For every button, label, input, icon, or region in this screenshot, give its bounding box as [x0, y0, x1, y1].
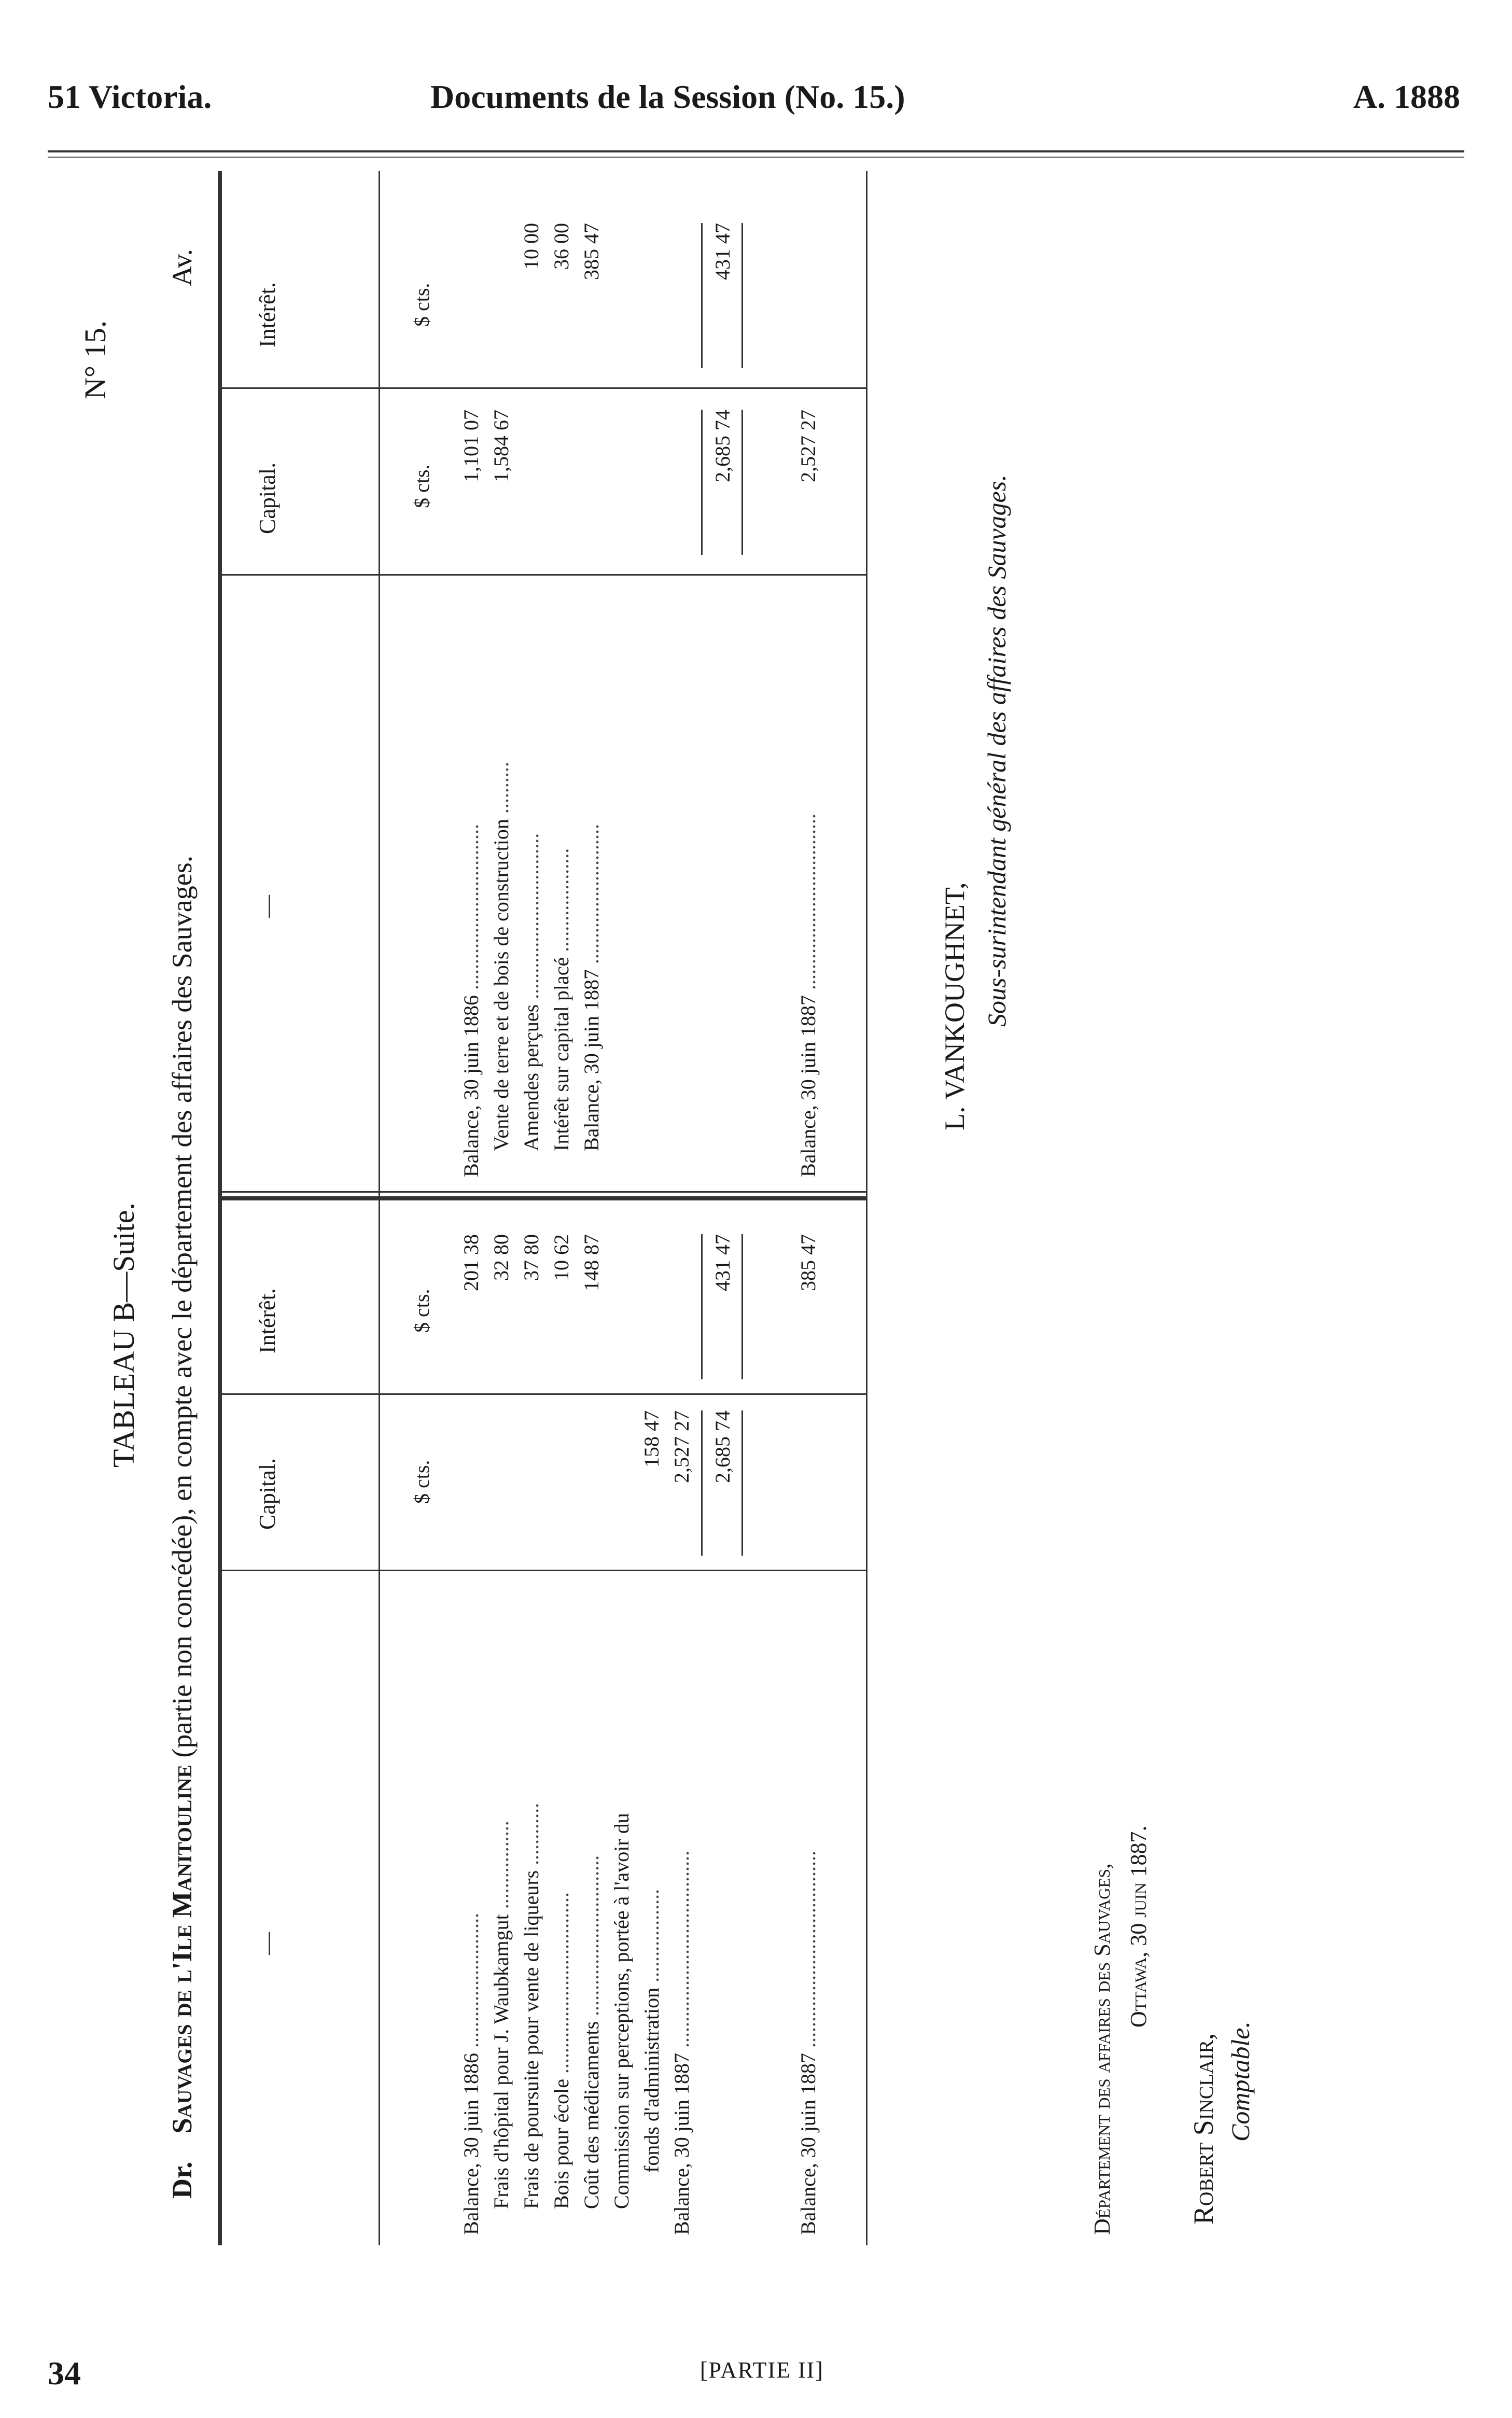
- credit-interest-units: $ cts.: [410, 283, 433, 327]
- credit-interest-total: 431 47: [711, 223, 734, 280]
- debit-interest-total-rule-bottom: [741, 1234, 743, 1379]
- debit-interest-units: $ cts.: [410, 1289, 433, 1333]
- header-rule: [48, 150, 1464, 152]
- credit-balance-capital: 2,527 27: [796, 410, 820, 482]
- debit-interest-value: 10 62: [550, 1234, 573, 1281]
- account-name: Sauvages de l'Ile Manitouline: [166, 1764, 198, 2134]
- debit-balance-interest: 385 47: [796, 1234, 820, 1291]
- account-caption: [166, 228, 198, 2199]
- debit-capital-total-rule-bottom: [741, 1410, 743, 1556]
- debit-interest-total-rule: [701, 1234, 703, 1379]
- debit-row-label: Frais de poursuite pour vente de liqueurs ............: [520, 1802, 543, 2209]
- debit-interest-col-line: [218, 1393, 866, 1395]
- running-head-title: Documents de la Session (No. 15.): [430, 78, 905, 115]
- credit-balance-label: Balance, 30 juin 1887 ..................................: [796, 813, 820, 1177]
- credit-capital-units: $ cts.: [410, 464, 433, 508]
- table-top-rule: [218, 171, 222, 2245]
- debit-row-label: Balance, 30 juin 1887 ......................................: [670, 1850, 693, 2235]
- debit-marker: Dr.: [166, 2161, 198, 2199]
- debit-capital-total-rule: [701, 1410, 703, 1556]
- debit-interest-value: 37 80: [520, 1234, 543, 1281]
- credit-capital-value: 1,101 07: [459, 410, 483, 482]
- table-bottom-rule: [866, 171, 867, 2245]
- credit-interest-total-rule-bottom: [741, 223, 743, 368]
- credit-interest-col-line: [218, 387, 866, 389]
- credit-capital-header: Capital.: [255, 462, 280, 534]
- debit-interest-total: 431 47: [711, 1234, 734, 1291]
- debit-interest-value: 32 80: [489, 1234, 513, 1281]
- debit-capital-value: 158 47: [640, 1410, 663, 1467]
- debit-row-label: Bois pour école ...................................: [550, 1892, 573, 2209]
- header-rule-thin: [48, 157, 1464, 158]
- debit-row-label: Frais d'hôpital pour J. Waubkamgut .................: [489, 1821, 513, 2209]
- debit-interest-value: 148 87: [580, 1234, 603, 1291]
- credit-interest-value: 10 00: [520, 223, 543, 270]
- credit-marker: Av.: [166, 249, 198, 286]
- credit-interest-total-rule: [701, 223, 703, 368]
- debit-capital-total: 2,685 74: [711, 1410, 734, 1483]
- credit-row-label: Intérêt sur capital placé ....................: [550, 848, 573, 1151]
- debit-interest-value: 201 38: [459, 1234, 483, 1291]
- credit-labels: [456, 581, 607, 1177]
- debit-dash-header: —: [255, 1932, 280, 1955]
- running-head-left: 51 Victoria.: [48, 78, 212, 115]
- signer-name: L. VANKOUGHNET,: [939, 882, 970, 1130]
- signer-title: Sous-surintendant général des affaires des Sauvages.: [982, 474, 1011, 1027]
- credit-row-label: Vente de terre et de bois de construction ..........: [489, 762, 513, 1151]
- part-label: [PARTIE II]: [700, 2357, 824, 2383]
- header-rule-bottom: [379, 171, 380, 2245]
- credit-interest-header: Intérêt.: [255, 282, 280, 347]
- table-title: [106, 1203, 141, 1467]
- debit-capital-units: $ cts.: [410, 1460, 433, 1504]
- debit-labels: [456, 1576, 697, 2235]
- center-divider: [218, 1196, 866, 1200]
- credit-row-label: Balance, 30 juin 1886 ................................: [459, 823, 483, 1177]
- account-description: (partie non concédée), en compte avec le département des affaires des Sauvages.: [166, 855, 198, 1758]
- credit-row-label: Amendes perçues ................................: [520, 833, 543, 1151]
- debit-interest-header: Intérêt.: [255, 1288, 280, 1353]
- debit-capital-header: Capital.: [255, 1458, 280, 1530]
- credit-capital-total-rule: [701, 410, 703, 555]
- debit-row-label: Balance, 30 juin 1886 ..........................: [459, 1912, 483, 2235]
- accountant-title: Comptable.: [1226, 2021, 1255, 2142]
- debit-capital-value: 2,527 27: [670, 1410, 693, 1483]
- credit-dash-header: —: [255, 895, 280, 918]
- credit-capital-value: 1,584 67: [489, 410, 513, 482]
- credit-capital-total-rule-bottom: [741, 410, 743, 555]
- page-number: 34: [48, 2355, 81, 2392]
- debit-capital-col-line: [218, 1570, 866, 1571]
- debit-row-label: Coût des médicaments ...............................: [580, 1855, 603, 2209]
- department-line: Département des affaires des Sauvages,: [1089, 1863, 1115, 2235]
- accountant-name: Robert Sinclair,: [1188, 2033, 1219, 2225]
- credit-capital-col-line: [218, 574, 866, 576]
- center-divider-inner: [218, 1191, 866, 1193]
- credit-interest-value: 385 47: [580, 223, 603, 280]
- credit-capital-total: 2,685 74: [711, 410, 734, 482]
- rotated-page: [47, 171, 1421, 2245]
- place-date-line: Ottawa, 30 juin 1887.: [1126, 1825, 1151, 2028]
- table-title-text: TABLEAU B—Suite.: [107, 1203, 141, 1467]
- credit-row-label: Balance, 30 juin 1887 ...........................: [580, 823, 603, 1151]
- running-head-year: A. 1888: [1353, 78, 1460, 115]
- debit-row-label: Commission sur perceptions, portée à l'avoir du: [610, 1813, 633, 2209]
- debit-balance-label: Balance, 30 juin 1887 ......................................: [796, 1850, 820, 2235]
- credit-interest-value: 36 00: [550, 223, 573, 270]
- document-number: N° 15.: [78, 320, 112, 399]
- debit-row-label: fonds d'administration ..................: [640, 1889, 663, 2173]
